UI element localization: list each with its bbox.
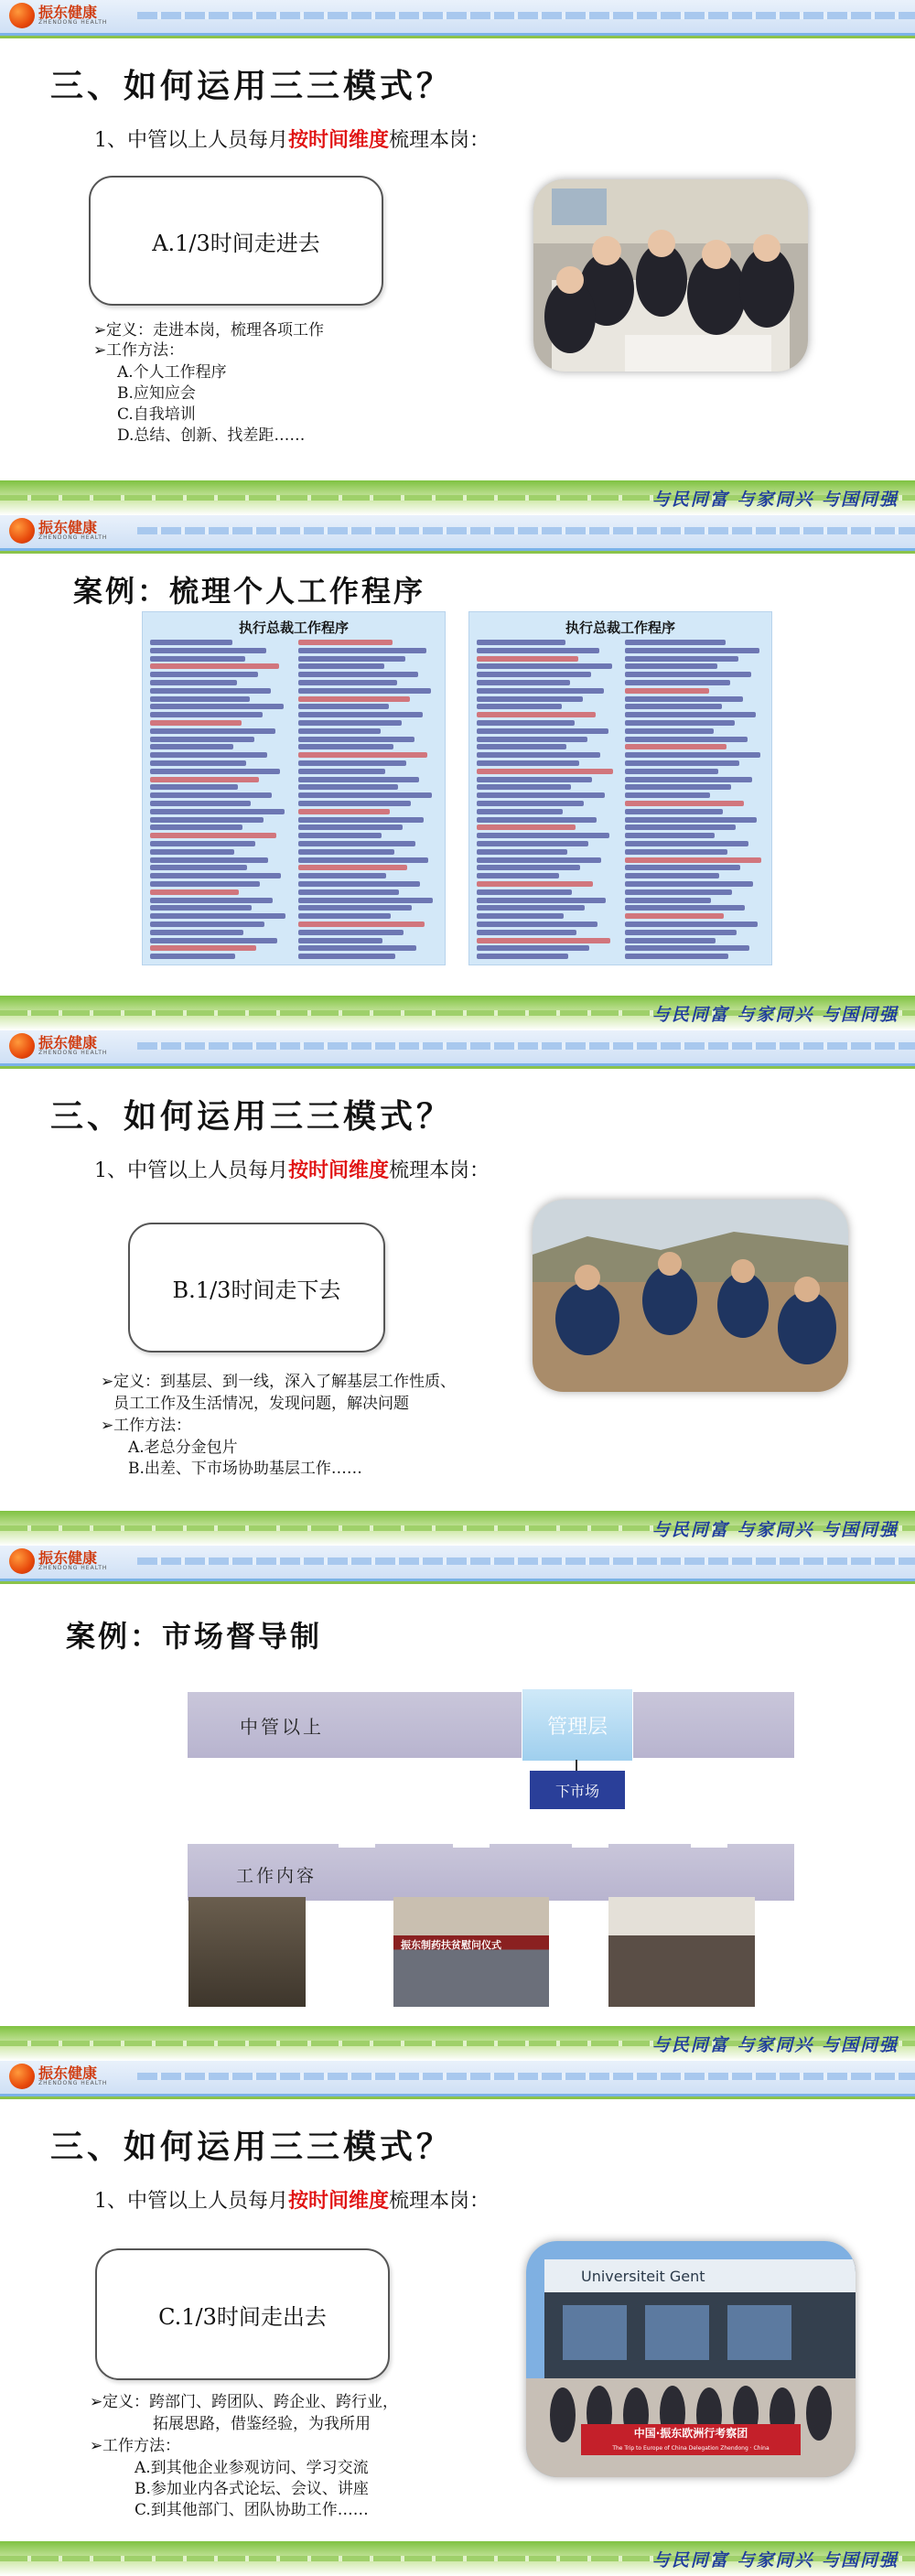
procedure-line: [625, 873, 719, 878]
brand-logo: 振东健康 ZHENDONG HEALTH: [9, 1033, 107, 1059]
procedure-line: [625, 938, 716, 943]
procedure-line: [477, 833, 609, 838]
procedure-line: [477, 656, 578, 662]
method-label: ➢工作方法：: [101, 1417, 191, 1435]
procedure-line: [150, 938, 277, 943]
procedure-line: [625, 954, 728, 959]
procedure-line: [150, 672, 258, 677]
method-item: D.总结、创新、找差距……: [117, 426, 306, 445]
procedure-line: [150, 744, 233, 749]
procedure-line: [625, 769, 718, 774]
procedure-line: [477, 905, 585, 911]
procedure-line: [298, 857, 428, 863]
procedure-line: [477, 841, 588, 846]
procedure-line: [298, 825, 403, 830]
slogan: 与民同富 与家同兴 与国同强: [651, 490, 899, 510]
procedure-line: [298, 728, 381, 734]
procedure-line: [150, 769, 280, 774]
procedure-line: [625, 817, 757, 823]
procedure-line: [477, 680, 570, 685]
procedure-line: [625, 922, 758, 927]
procedure-line: [150, 663, 279, 669]
svg-text:Universiteit Gent: Universiteit Gent: [581, 2268, 705, 2285]
procedure-line: [477, 913, 564, 919]
procedure-line: [477, 744, 566, 749]
procedure-line: [150, 784, 238, 790]
procedure-line: [298, 704, 389, 709]
management-node: 管理层: [522, 1688, 633, 1762]
method-item: C.到其他部门、团队协助工作……: [135, 2501, 369, 2519]
procedure-line: [298, 905, 412, 911]
procedure-line: [625, 784, 731, 790]
procedure-line: [477, 889, 572, 895]
procedure-line: [298, 744, 393, 749]
procedure-line: [150, 841, 255, 846]
footer-bar: [0, 996, 915, 1030]
procedure-line: [150, 945, 256, 951]
method-label: ➢工作方法：: [90, 2437, 180, 2455]
footer-bar: [0, 1511, 915, 1546]
header-bar: [0, 515, 915, 551]
procedure-line: [477, 648, 599, 653]
procedure-panel-right: 执行总裁工作程序: [468, 611, 772, 965]
slide-subtitle: 1、中管以上人员每月按时间维度梳理本岗：: [94, 1159, 490, 1182]
procedure-line: [625, 712, 756, 717]
procedure-line: [298, 712, 423, 717]
definition: ➢定义：跨部门、跨团队、跨企业、跨行业，: [90, 2393, 398, 2411]
time-box: B.1/3时间走下去: [128, 1223, 385, 1353]
procedure-line: [477, 930, 576, 935]
procedure-line: [625, 905, 745, 911]
procedure-line: [150, 889, 239, 895]
footer-bar: [0, 2541, 915, 2576]
slide-4: [0, 1546, 915, 2061]
procedure-line: [625, 833, 715, 838]
procedure-line: [298, 913, 391, 919]
slide-title: 三、如何运用三三模式？: [50, 67, 454, 105]
procedure-line: [625, 809, 723, 814]
brand-logo: 振东健康 ZHENDONG HEALTH: [9, 1548, 107, 1574]
connector: [576, 1760, 577, 1771]
procedure-line: [298, 777, 419, 782]
procedure-line: [625, 945, 749, 951]
definition-cont: 拓展思路，借鉴经验，为我所用: [153, 2415, 371, 2433]
procedure-line: [150, 857, 268, 863]
slide-subtitle: 1、中管以上人员每月按时间维度梳理本岗：: [94, 128, 490, 152]
procedure-line: [150, 720, 242, 726]
procedure-line: [625, 648, 759, 653]
procedure-line: [298, 784, 398, 790]
procedure-line: [298, 889, 399, 895]
procedure-line: [150, 873, 281, 878]
procedure-line: [150, 680, 237, 685]
procedure-line: [150, 817, 264, 823]
procedure-line: [477, 704, 562, 709]
procedure-line: [477, 954, 568, 959]
procedure-line: [150, 648, 266, 653]
procedure-line: [625, 640, 726, 645]
slogan: 与民同富 与家同兴 与国同强: [651, 1005, 899, 1025]
procedure-line: [150, 737, 254, 742]
procedure-line: [477, 801, 584, 806]
procedure-line: [477, 784, 571, 790]
slide-2: [0, 515, 915, 1030]
definition: ➢定义：到基层、到一线，深入了解基层工作性质、: [101, 1373, 456, 1391]
procedure-line: [298, 648, 426, 653]
procedure-line: [298, 809, 390, 814]
svg-text:中国·振东欧洲行考察团: 中国·振东欧洲行考察团: [633, 2427, 748, 2440]
procedure-line: [298, 720, 402, 726]
procedure-line: [477, 672, 591, 677]
procedure-line: [477, 938, 610, 943]
slogan: 与民同富 与家同兴 与国同强: [651, 1520, 899, 1540]
procedure-line: [298, 769, 385, 774]
procedure-panel-left: 执行总裁工作程序: [142, 611, 446, 965]
procedure-line: [625, 777, 752, 782]
slogan: 与民同富 与家同兴 与国同强: [651, 2035, 899, 2055]
slide-5: [0, 2061, 915, 2576]
procedure-line: [150, 704, 284, 709]
procedure-line: [477, 857, 601, 863]
procedure-line: [298, 760, 406, 766]
footer-bar: [0, 480, 915, 515]
procedure-line: [150, 712, 263, 717]
procedure-line: [625, 913, 724, 919]
procedure-line: [625, 857, 761, 863]
photo-ceremony: 振东制药扶贫慰问仪式: [393, 1897, 549, 2007]
procedure-line: [298, 640, 393, 645]
procedure-line: [477, 688, 604, 694]
procedure-line: [298, 696, 410, 702]
tab-slot: [339, 1837, 375, 1848]
procedure-line: [150, 728, 275, 734]
procedure-line: [298, 656, 405, 662]
tab-slot: [453, 1837, 490, 1848]
procedure-line: [150, 760, 246, 766]
method-item: A.个人工作程序: [117, 363, 227, 382]
procedure-line: [625, 744, 727, 749]
procedure-line: [150, 777, 259, 782]
procedure-line: [477, 898, 606, 903]
procedure-line: [298, 737, 414, 742]
procedure-line: [477, 817, 597, 823]
photo-meeting: [188, 1897, 306, 2007]
procedure-line: [477, 865, 580, 870]
header-bar: [0, 2061, 915, 2096]
procedure-line: [298, 833, 382, 838]
method-item: C.自我培训: [117, 405, 196, 424]
procedure-line: [477, 696, 583, 702]
procedure-line: [625, 663, 717, 669]
procedure-line: [150, 922, 264, 927]
procedure-line: [298, 938, 382, 943]
tab-slot: [691, 1837, 727, 1848]
procedure-line: [298, 865, 407, 870]
procedure-line: [477, 881, 593, 887]
procedure-line: [298, 898, 433, 903]
procedure-line: [298, 930, 404, 935]
procedure-line: [625, 841, 748, 846]
slide-title: 三、如何运用三三模式？: [50, 1097, 454, 1136]
procedure-line: [150, 930, 243, 935]
header-bar: [0, 0, 915, 36]
procedure-line: [625, 849, 727, 855]
procedure-line: [298, 945, 416, 951]
definition-cont: 员工工作及生活情况，发现问题，解决问题: [113, 1395, 409, 1413]
procedure-line: [298, 873, 386, 878]
procedure-line: [625, 801, 744, 806]
procedure-line: [625, 720, 735, 726]
procedure-line: [298, 663, 384, 669]
delegation-photo: [526, 2241, 856, 2477]
procedure-line: [477, 728, 608, 734]
procedure-line: [150, 801, 251, 806]
procedure-line: [477, 769, 613, 774]
procedure-line: [298, 954, 395, 959]
procedure-line: [625, 889, 732, 895]
time-box: C.1/3时间走出去: [95, 2248, 390, 2380]
footer-bar: [0, 2026, 915, 2061]
slide-3: [0, 1030, 915, 1546]
method-item: A.老总分金包片: [128, 1439, 238, 1457]
procedure-line: [298, 841, 415, 846]
procedure-line: [625, 930, 737, 935]
procedure-line: [477, 873, 559, 878]
procedure-line: [477, 849, 567, 855]
procedure-line: [150, 752, 267, 758]
procedure-line: [625, 752, 760, 758]
procedure-line: [625, 737, 748, 742]
procedure-line: [625, 792, 710, 798]
procedure-line: [298, 680, 397, 685]
procedure-line: [150, 833, 276, 838]
row-label-top: 中管以上: [240, 1716, 324, 1738]
procedure-line: [477, 760, 579, 766]
procedure-line: [150, 849, 234, 855]
procedure-line: [625, 680, 730, 685]
procedure-line: [150, 954, 235, 959]
procedure-line: [477, 809, 563, 814]
procedure-line: [625, 825, 736, 830]
procedure-line: [477, 663, 612, 669]
procedure-line: [625, 704, 722, 709]
procedure-line: [477, 777, 592, 782]
procedure-line: [150, 656, 245, 662]
procedure-line: [150, 913, 285, 919]
definition: ➢定义：走进本岗，梳理各项工作: [93, 321, 324, 340]
procedure-line: [625, 865, 740, 870]
procedure-line: [477, 752, 600, 758]
procedure-line: [625, 760, 739, 766]
slogan: 与民同富 与家同兴 与国同强: [651, 2550, 899, 2571]
procedure-line: [150, 898, 273, 903]
meeting-photo: [533, 179, 808, 372]
procedure-line: [477, 640, 565, 645]
procedure-line: [625, 881, 753, 887]
procedure-line: [625, 696, 743, 702]
market-node: 下市场: [530, 1771, 625, 1809]
procedure-line: [477, 737, 587, 742]
procedure-line: [625, 656, 738, 662]
case-title: 案例：梳理个人工作程序: [73, 574, 426, 609]
photo-team: [608, 1897, 755, 2007]
case-title: 案例：市场督导制: [66, 1619, 323, 1654]
method-item: B.出差、下市场协助基层工作……: [128, 1460, 362, 1478]
procedure-line: [150, 792, 272, 798]
method-label: ➢工作方法：: [93, 341, 184, 360]
procedure-line: [298, 672, 418, 677]
procedure-line: [477, 825, 576, 830]
brand-logo: 振东健康 ZHENDONG HEALTH: [9, 2064, 107, 2089]
header-bar: [0, 1546, 915, 1581]
field-work-photo: [533, 1200, 848, 1392]
procedure-line: [298, 881, 420, 887]
method-item: A.到其他企业参观访问、学习交流: [135, 2459, 369, 2477]
method-item: B.应知应会: [117, 384, 196, 403]
svg-text:The Trip to Europe of China De: The Trip to Europe of China Delegation Zhendong · China: [612, 2445, 770, 2452]
procedure-line: [625, 672, 751, 677]
procedure-line: [298, 688, 431, 694]
procedure-line: [625, 728, 714, 734]
procedure-line: [150, 825, 242, 830]
procedure-line: [625, 688, 709, 694]
procedure-line: [150, 696, 250, 702]
brand-logo: 振东健康 ZHENDONG HEALTH: [9, 518, 107, 544]
procedure-line: [150, 881, 260, 887]
procedure-line: [625, 898, 711, 903]
procedure-line: [298, 792, 432, 798]
brand-logo: 振东健康 ZHENDONG HEALTH: [9, 3, 107, 28]
header-bar: [0, 1030, 915, 1066]
procedure-line: [477, 712, 596, 717]
row-label-bottom: 工作内容: [236, 1866, 318, 1886]
procedure-line: [150, 809, 285, 814]
procedure-line: [298, 801, 411, 806]
procedure-line: [477, 792, 605, 798]
procedure-line: [150, 865, 247, 870]
slide-1: [0, 0, 915, 515]
procedure-line: [298, 849, 394, 855]
procedure-line: [150, 905, 252, 911]
procedure-line: [150, 688, 271, 694]
time-box: A.1/3时间走进去: [89, 176, 383, 306]
procedure-line: [477, 945, 589, 951]
procedure-line: [477, 922, 597, 927]
procedure-line: [150, 640, 232, 645]
procedure-line: [298, 922, 425, 927]
slide-subtitle: 1、中管以上人员每月按时间维度梳理本岗：: [94, 2189, 490, 2213]
procedure-line: [298, 752, 427, 758]
procedure-line: [477, 720, 575, 726]
tab-slot: [572, 1837, 608, 1848]
procedure-line: [298, 817, 424, 823]
slide-title: 三、如何运用三三模式？: [50, 2128, 454, 2166]
method-item: B.参加业内各式论坛、会议、讲座: [135, 2480, 369, 2498]
